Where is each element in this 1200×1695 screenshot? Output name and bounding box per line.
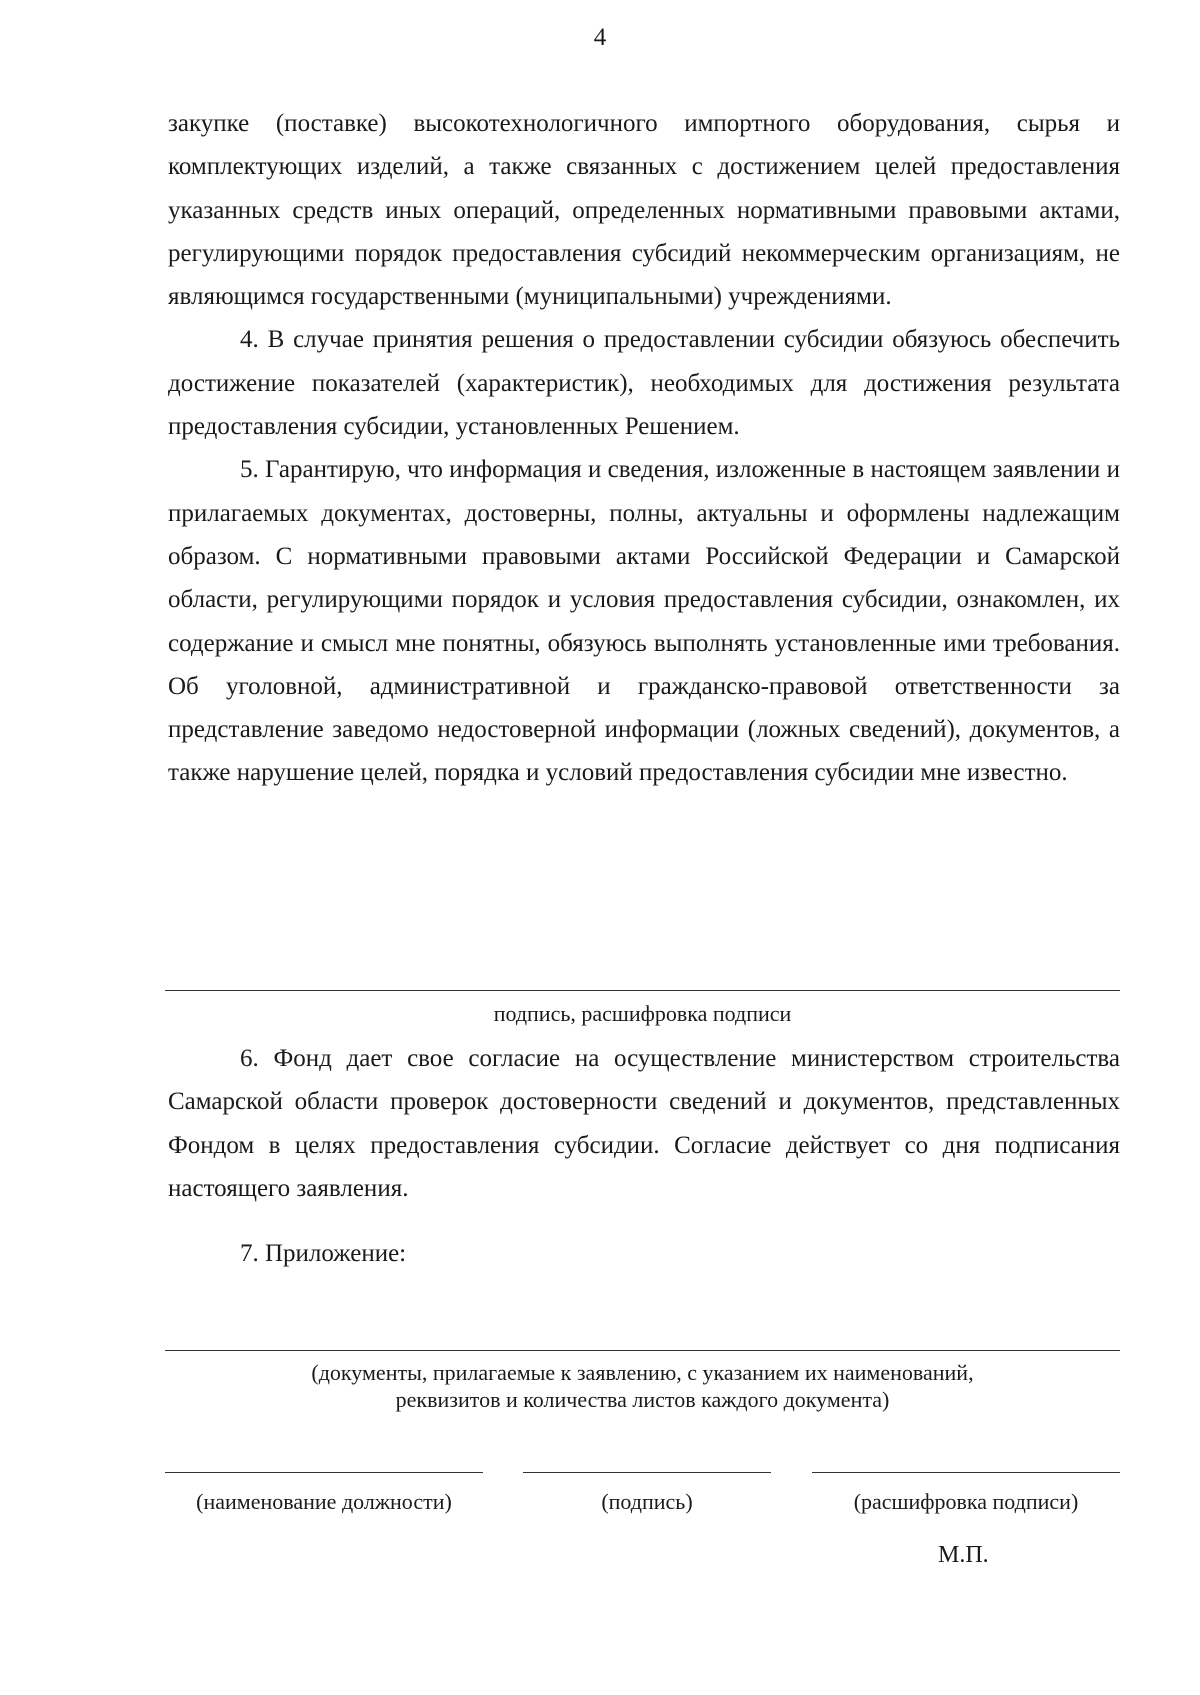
paragraph-4: 4. В случае принятия решения о предоставлении субсидии обязуюсь обеспечить достижение показателей (характеристик), необходимых для достижения результата предоставления субсидии, установленных Решением. — [168, 326, 1120, 441]
signature-decoding-caption: подпись, расшифровка подписи — [493, 1001, 792, 1026]
paragraph-5: 5. Гарантирую, что информация и сведения, изложенные в настоящем заявлении и прилагаемых документах, достоверны, полны, актуальны и оформлены надлежащим образом. С нормативными правовыми актами Российской Федерации и Самарской области, регулирующими порядок и условия предоставления субсидии, ознакомлен, их содержание и смысл мне понятны, обязуюсь выполнять установленные ими требования. Об уголовной, административной и гражданско-правовой ответственности за представление заведомо недостоверной информации (ложных сведений), документов, а также нарушение целей, порядка и условий предоставления субсидии мне известно. — [168, 456, 1120, 787]
page-number: 4 — [593, 24, 607, 51]
signature-field-line — [523, 1472, 771, 1473]
attachments-caption-line-2: реквизитов и количества листов каждого документа) — [395, 1387, 890, 1412]
attachments-caption-line-1: (документы, прилагаемые к заявлению, с указанием их наименований, — [311, 1360, 974, 1385]
stamp-place-label: М.П. — [938, 1542, 989, 1568]
paragraph-continuation: закупке (поставке) высокотехнологичного импортного оборудования, сырья и комплектующих изделий, а также связанных с достижением целей предоставления указанных средств иных операций, определенных нормативными правовыми актами, регулирующими порядок предоставления субсидий некоммерческим организациям, не являющимся государственными (муниципальными) учреждениями. — [168, 110, 1120, 311]
decoding-line — [812, 1472, 1120, 1473]
position-caption: (наименование должности) — [196, 1489, 452, 1514]
paragraph-7: 7. Приложение: — [240, 1240, 407, 1267]
document-body-top — [168, 102, 1120, 795]
document-body-consent — [168, 1037, 1120, 1210]
attachments-heading-block — [168, 1232, 1120, 1275]
signature-caption: (подпись) — [601, 1489, 693, 1514]
decoding-caption: (расшифровка подписи) — [853, 1489, 1079, 1514]
signature-line — [165, 990, 1120, 991]
attachments-line — [165, 1350, 1120, 1351]
position-line — [165, 1472, 483, 1473]
paragraph-6: 6. Фонд дает свое согласие на осуществление министерством строительства Самарской области проверок достоверности сведений и документов, представленных Фондом в целях предоставления субсидии. Согласие действует со дня подписания настоящего заявления. — [168, 1045, 1120, 1202]
